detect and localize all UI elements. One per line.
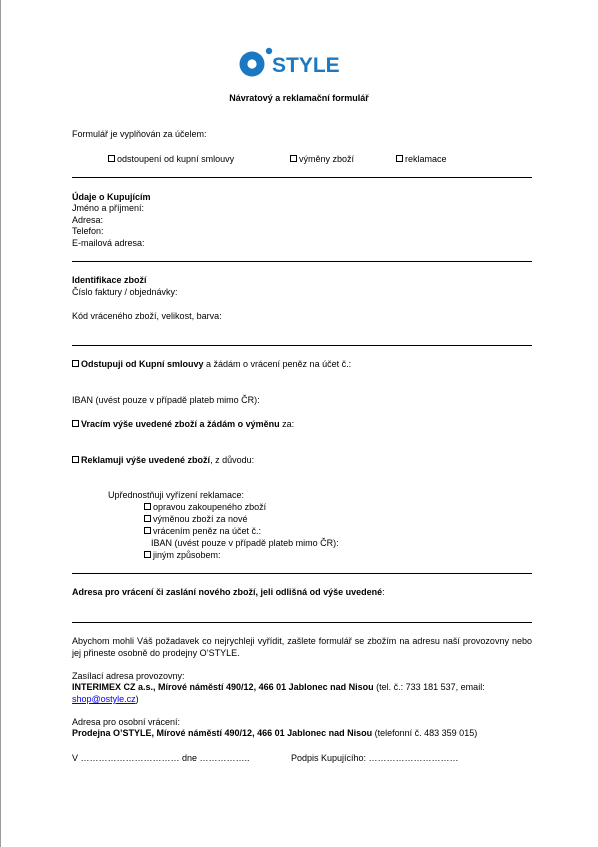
complaint-other-option[interactable]: jiným způsobem: [144, 550, 221, 561]
complaint-replace-option[interactable]: výměnou zboží za nové [144, 514, 248, 525]
goods-code-field[interactable]: Kód vráceného zboží, velikost, barva: [72, 311, 222, 321]
checkbox-icon[interactable] [144, 527, 151, 534]
complaint-iban-field[interactable]: IBAN (uvést pouze v případě plateb mimo ČR): [151, 538, 339, 548]
checkbox-icon[interactable] [108, 155, 115, 162]
checkbox-icon[interactable] [72, 420, 79, 427]
buyer-address-field[interactable]: Adresa: [72, 215, 104, 225]
mail-address-label: Zasílací adresa provozovny: [72, 671, 185, 681]
store-address: Prodejna O’STYLE, Mírové náměstí 490/12, 466 01 Jablonec nad Nisou (telefonní č. 483 359 015) [72, 728, 478, 738]
buyer-email-field[interactable]: E-mailová adresa: [72, 238, 145, 248]
divider [72, 573, 532, 574]
complaint-preference-label: Upřednostňuji vyřízení reklamace: [108, 490, 245, 500]
option-complaint[interactable]: reklamace [396, 154, 447, 165]
store-address-label: Adresa pro osobní vrácení: [72, 717, 181, 727]
instructions-paragraph: Abychom mohli Váš požadavek co nejrychleji vyřídit, zašlete formulář se zbožím na adresu naší provozovny nebo jej přineste osobně do prodejny O’STYLE. [72, 636, 532, 658]
email-link[interactable]: shop@ostyle.cz [72, 694, 136, 704]
checkbox-icon[interactable] [72, 360, 79, 367]
buyer-heading: Údaje o Kupujícím [72, 192, 151, 202]
mail-email-line: shop@ostyle.cz) [72, 694, 139, 704]
form-title: Návratový a reklamační formulář [229, 93, 369, 103]
return-address-field[interactable]: Adresa pro vrácení či zaslání nového zboží, jeli odlišná od výše uvedené: [72, 587, 385, 597]
invoice-number-field[interactable]: Číslo faktury / objednávky: [72, 287, 178, 297]
place-date-field[interactable]: V …………………………… dne …………….. [72, 753, 250, 763]
page-border [0, 0, 1, 847]
purpose-label: Formulář je vyplňován za účelem: [72, 129, 207, 139]
withdraw-option[interactable]: Odstupuji od Kupní smlouvy a žádám o vrácení peněz na účet č.: [72, 359, 351, 370]
complaint-refund-option[interactable]: vrácením peněz na účet č.: [144, 526, 261, 537]
buyer-name-field[interactable]: Jméno a příjmení: [72, 203, 145, 213]
complaint-repair-option[interactable]: opravou zakoupeného zboží [144, 502, 266, 513]
divider [72, 177, 532, 178]
checkbox-icon[interactable] [144, 503, 151, 510]
logo-text: STYLE [272, 54, 340, 77]
divider [72, 622, 532, 623]
complaint-option[interactable]: Reklamuji výše uvedené zboží, z důvodu: [72, 455, 254, 466]
divider [72, 345, 532, 346]
option-exchange[interactable]: výměny zboží [290, 154, 354, 165]
checkbox-icon[interactable] [396, 155, 403, 162]
signature-field[interactable]: Podpis Kupujícího: ………………………… [291, 753, 459, 763]
exchange-option[interactable]: Vracím výše uvedené zboží a žádám o výměnu za: [72, 419, 294, 430]
checkbox-icon[interactable] [144, 551, 151, 558]
ostyle-logo [238, 42, 366, 82]
checkbox-icon[interactable] [144, 515, 151, 522]
divider [72, 261, 532, 262]
buyer-phone-field[interactable]: Telefon: [72, 226, 104, 236]
option-withdrawal[interactable]: odstoupení od kupní smlouvy [108, 154, 234, 165]
goods-heading: Identifikace zboží [72, 275, 147, 285]
checkbox-icon[interactable] [72, 456, 79, 463]
withdraw-iban-field[interactable]: IBAN (uvést pouze v případě plateb mimo ČR): [72, 395, 260, 405]
mail-address: INTERIMEX CZ a.s., Mírové náměstí 490/12, 466 01 Jablonec nad Nisou (tel. č.: 733 181 537, email: [72, 682, 485, 692]
checkbox-icon[interactable] [290, 155, 297, 162]
